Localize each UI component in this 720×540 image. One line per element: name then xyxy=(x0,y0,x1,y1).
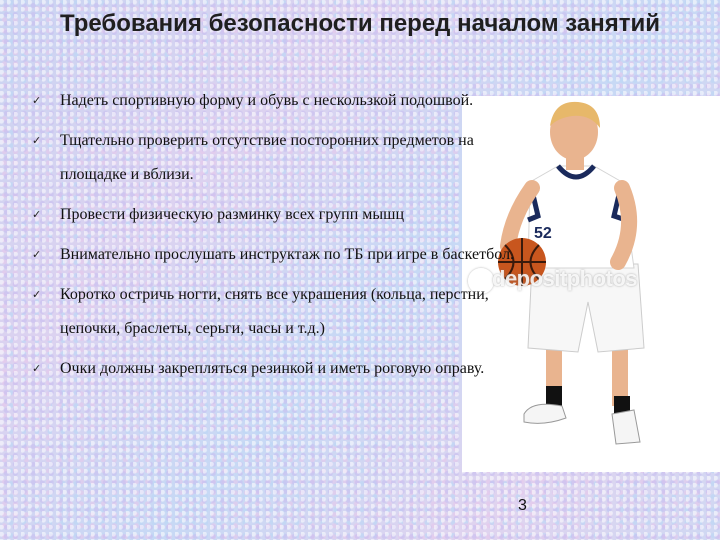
list-item xyxy=(32,124,532,192)
list-item-text: Провести физическую разминку всех групп мышц xyxy=(60,206,405,223)
checkmark-icon: ✓ xyxy=(32,208,42,221)
list-item-text: Внимательно прослушать инструктаж по ТБ при игре в баскетбол. xyxy=(60,246,515,263)
list-item xyxy=(32,278,532,346)
page-number: 3 xyxy=(518,497,527,514)
list-item xyxy=(32,238,532,272)
list-item-text: Тщательно проверить отсутствие посторонних предметов на площадке и вблизи. xyxy=(60,132,474,183)
list-item-text: Надеть спортивную форму и обувь с нескользкой подошвой. xyxy=(60,92,474,109)
requirements-list xyxy=(32,84,532,392)
photo-watermark: depositphotos xyxy=(492,266,638,291)
list-item xyxy=(32,84,532,118)
checkmark-icon: ✓ xyxy=(32,248,42,261)
list-item-text: Очки должны закрепляться резинкой и иметь роговую оправу. xyxy=(60,360,485,377)
checkmark-icon: ✓ xyxy=(32,288,42,301)
checkmark-icon: ✓ xyxy=(32,94,42,107)
slide-title: Требования безопасности перед началом занятий xyxy=(59,10,661,37)
checkmark-icon: ✓ xyxy=(32,362,42,375)
list-item xyxy=(32,352,532,386)
checkmark-icon: ✓ xyxy=(32,134,42,147)
list-item-text: Коротко остричь ногти, снять все украшения (кольца, перстни, цепочки, браслеты, серьги, часы и т.д.) xyxy=(60,286,489,337)
jersey-number: 52 xyxy=(534,225,552,242)
list-item xyxy=(32,198,532,232)
